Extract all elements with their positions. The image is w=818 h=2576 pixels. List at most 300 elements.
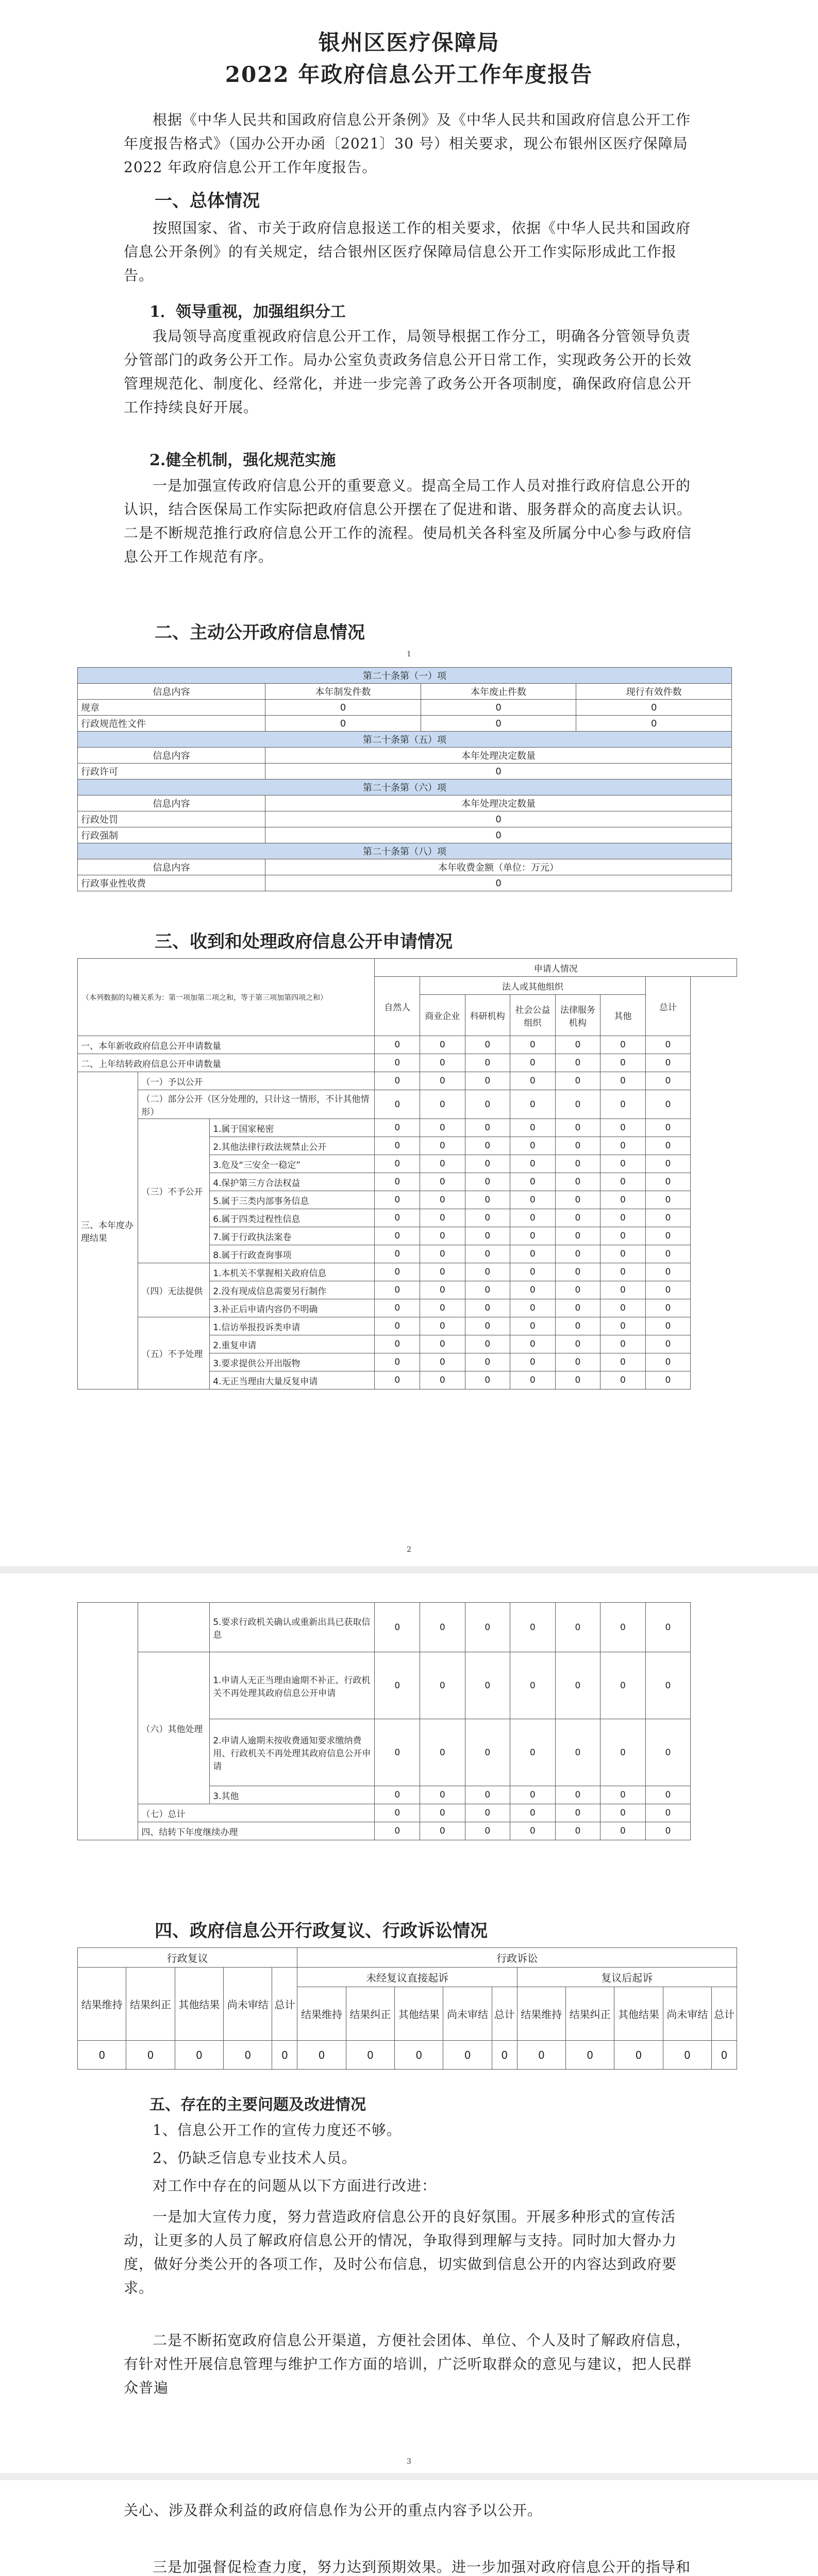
cell-value: 0: [420, 1263, 465, 1281]
cell-value: 0: [465, 1072, 510, 1090]
cell-value: 0: [420, 1281, 465, 1299]
row-label: 行政许可: [78, 764, 265, 779]
cell-value: 0: [645, 1822, 691, 1840]
cell-value: 0: [555, 1209, 600, 1227]
cell-value: 0: [126, 2041, 175, 2070]
cell-value: 0: [645, 1036, 691, 1054]
row-label: 7.属于行政执法案卷: [210, 1227, 375, 1245]
page-number-2: 2: [407, 1546, 411, 1554]
column-header: 其他结果: [175, 1968, 223, 2041]
cell-value: 0: [465, 1227, 510, 1245]
section-5-heading: 五、存在的主要问题及改进情况: [149, 2096, 366, 2114]
cell-value: 0: [420, 1353, 465, 1371]
column-header: 其他: [600, 995, 646, 1036]
cell-value: 0: [421, 700, 576, 716]
cell-value: 0: [375, 1263, 420, 1281]
cell-value: 0: [420, 1209, 465, 1227]
table-row: [78, 764, 732, 779]
row-label: 3.补正后申请内容仍不明确: [210, 1299, 375, 1317]
group-label: （五）不予处理: [138, 1317, 210, 1389]
cell-value: 0: [645, 1335, 691, 1353]
section-5-p2: 2、仍缺乏信息专业技术人员。: [153, 2149, 357, 2166]
cell-value: 0: [555, 1090, 600, 1119]
group-label: （三）不予公开: [138, 1119, 210, 1263]
section-5-p1: 1、信息公开工作的宣传力度还不够。: [153, 2122, 402, 2139]
cell-value: 0: [555, 1173, 600, 1191]
cell-value: 0: [576, 716, 732, 732]
cell-value: 0: [510, 1353, 556, 1371]
cell-value: 0: [555, 1603, 600, 1652]
cell-value: 0: [265, 716, 421, 732]
cell-value: 0: [465, 1263, 510, 1281]
group-label-empty: [78, 1603, 138, 1840]
section-1-sub1-paragraph: 我局领导高度重视政府信息公开工作，局领导根据工作分工，明确各分管领导负责分管部门的政务公开工作。局办公室负责政务信息公开日常工作，实现政务公开的长效管理规范化、制度化、经常化，并进一步完善了政务公开各项制度，确保政府信息公开工作持续良好开展。: [124, 328, 692, 416]
cell-value: 0: [375, 1719, 420, 1786]
page-number-1: 1: [407, 650, 411, 658]
cell-value: 0: [600, 1090, 646, 1119]
row-label: 5.要求行政机关确认或重新出具已获取信息: [210, 1603, 375, 1652]
table-band: 第二十条第（一）项: [78, 668, 732, 684]
cell-value: 0: [375, 1209, 420, 1227]
row-label: 1.属于国家秘密: [210, 1119, 375, 1137]
cell-value: 0: [420, 1245, 465, 1263]
column-header: 商业企业: [420, 995, 465, 1036]
cell-value: 0: [420, 1299, 465, 1317]
row-label: 3.危及“三安全一稳定”: [210, 1155, 375, 1173]
cell-value: 0: [555, 1719, 600, 1786]
cell-value: 0: [645, 1191, 691, 1209]
active-disclosure-table: [77, 667, 732, 891]
cell-value: 0: [555, 1155, 600, 1173]
column-header: 结果维持: [297, 1987, 346, 2041]
group-label-empty: [138, 1603, 210, 1652]
cell-value: 0: [600, 1353, 646, 1371]
page-separator: [0, 2473, 818, 2480]
cell-value: 0: [465, 1335, 510, 1353]
cell-value: 0: [600, 1786, 646, 1804]
row-label: 2.没有现成信息需要另行制作: [210, 1281, 375, 1299]
cell-value: 0: [510, 1335, 556, 1353]
cell-value: 0: [465, 1209, 510, 1227]
cell-value: 0: [510, 1603, 556, 1652]
row-label: 行政事业性收费: [78, 875, 265, 891]
cell-value: 0: [297, 2041, 346, 2070]
cell-value: 0: [375, 1072, 420, 1090]
cell-value: 0: [555, 1036, 600, 1054]
cell-value: 0: [517, 2041, 565, 2070]
cell-value: 0: [645, 1281, 691, 1299]
row-label: 3.要求提供公开出版物: [210, 1353, 375, 1371]
table-row: [78, 875, 732, 891]
column-header: 现行有效件数: [576, 684, 732, 700]
cell-value: 0: [375, 1652, 420, 1719]
column-header: 总计: [712, 1987, 737, 2041]
cell-value: 0: [510, 1719, 556, 1786]
row-label: 2.申请人逾期未按收费通知要求缴纳费用、行政机关不再处理其政府信息公开申请: [210, 1719, 375, 1786]
table-row: [78, 1054, 737, 1072]
cell-value: 0: [645, 1090, 691, 1119]
column-header: 结果纠正: [346, 1987, 394, 2041]
table-header-row: [78, 748, 732, 764]
cell-value: 0: [600, 1036, 646, 1054]
row-label: 3.其他: [210, 1786, 375, 1804]
cell-value: 0: [375, 1191, 420, 1209]
column-header: 尚未审结: [224, 1968, 272, 2041]
cell-value: 0: [375, 1804, 420, 1822]
row-label: 二、上年结转政府信息公开申请数量: [78, 1054, 375, 1072]
cell-value: 0: [645, 1173, 691, 1191]
cell-value: 0: [375, 1090, 420, 1119]
cell-value: 0: [375, 1227, 420, 1245]
cell-value: 0: [555, 1191, 600, 1209]
cell-value: 0: [420, 1804, 465, 1822]
cell-value: 0: [645, 1209, 691, 1227]
column-header: 其他结果: [395, 1987, 443, 2041]
cell-value: 0: [600, 1072, 646, 1090]
column-header: 本年处理决定数量: [265, 795, 732, 811]
natural-person-header: 自然人: [375, 977, 420, 1036]
cell-value: 0: [375, 1281, 420, 1299]
cell-value: 0: [465, 1804, 510, 1822]
cell-value: 0: [645, 1263, 691, 1281]
cell-value: 0: [510, 1173, 556, 1191]
row-label: 1.信访举报投诉类申请: [210, 1317, 375, 1335]
cell-value: 0: [510, 1317, 556, 1335]
cell-value: 0: [465, 1353, 510, 1371]
table-row: [78, 700, 732, 716]
column-header: 尚未审结: [663, 1987, 711, 2041]
row-label: （一）予以公开: [138, 1072, 375, 1090]
cell-value: 0: [510, 1371, 556, 1389]
cell-value: 0: [600, 1281, 646, 1299]
cell-value: 0: [555, 1371, 600, 1389]
column-header: 尚未审结: [443, 1987, 492, 2041]
cell-value: 0: [375, 1786, 420, 1804]
cell-value: 0: [510, 1072, 556, 1090]
table-row: [78, 1090, 737, 1119]
table-row: [78, 1119, 737, 1137]
cell-value: 0: [600, 1054, 646, 1072]
cell-value: 0: [375, 1353, 420, 1371]
section-1-paragraph: 按照国家、省、市关于政府信息报送工作的相关要求，依据《中华人民共和国政府信息公开条例》的有关规定，结合银州区医疗保障局信息公开工作实际形成此工作报告。: [124, 219, 691, 284]
table-band: 第二十条第（五）项: [78, 732, 732, 748]
cell-value: 0: [346, 2041, 394, 2070]
row-label: （七）总计: [138, 1804, 375, 1822]
review-header: 行政复议: [78, 1948, 297, 1968]
table-header-row: [78, 684, 732, 700]
cell-value: 0: [645, 1155, 691, 1173]
cell-value: 0: [375, 1317, 420, 1335]
section-5-p3: 对工作中存在的问题从以下方面进行改进：: [153, 2177, 437, 2194]
cell-value: 0: [375, 1137, 420, 1155]
cell-value: 0: [600, 1299, 646, 1317]
row-label: 1.申请人无正当理由逾期不补正、行政机关不再处理其政府信息公开申请: [210, 1652, 375, 1719]
cell-value: 0: [420, 1822, 465, 1840]
column-header: 结果纠正: [126, 1968, 175, 2041]
cell-value: 0: [465, 1299, 510, 1317]
cell-value: 0: [600, 1263, 646, 1281]
cell-value: 0: [645, 1786, 691, 1804]
cell-value: 0: [375, 1299, 420, 1317]
cell-value: 0: [492, 2041, 517, 2070]
table-corner-note: （本列数据的勾稽关系为：第一项加第二项之和，等于第三项加第四项之和）: [78, 959, 375, 1036]
cell-value: 0: [645, 1245, 691, 1263]
column-header: 信息内容: [78, 795, 265, 811]
column-header: 其他结果: [614, 1987, 663, 2041]
cell-value: 0: [510, 1652, 556, 1719]
table-row: [78, 811, 732, 827]
row-label: 2.重复申请: [210, 1335, 375, 1353]
row-label: 一、本年新收政府信息公开申请数量: [78, 1036, 375, 1054]
not-reviewed-header: 未经复议直接起诉: [297, 1968, 517, 1987]
cell-value: 0: [465, 1786, 510, 1804]
column-header: 法律服务机构: [555, 995, 600, 1036]
cell-value: 0: [465, 1317, 510, 1335]
table-row: [78, 1652, 737, 1719]
column-header: 本年废止件数: [421, 684, 576, 700]
cell-value: 0: [645, 1299, 691, 1317]
document-title-line1: 银州区医疗保障局: [318, 30, 500, 55]
cell-value: 0: [265, 875, 732, 891]
cell-value: 0: [555, 1804, 600, 1822]
table-row: [78, 1822, 737, 1840]
cell-value: 0: [555, 1119, 600, 1137]
cell-value: 0: [600, 1137, 646, 1155]
cell-value: 0: [663, 2041, 711, 2070]
column-header: 社会公益组织: [510, 995, 556, 1036]
cell-value: 0: [600, 1209, 646, 1227]
cell-value: 0: [375, 1245, 420, 1263]
cell-value: 0: [265, 764, 732, 779]
cell-value: 0: [510, 1036, 556, 1054]
cell-value: 0: [555, 1822, 600, 1840]
cell-value: 0: [600, 1173, 646, 1191]
cell-value: 0: [465, 1191, 510, 1209]
cell-value: 0: [555, 1317, 600, 1335]
document-title-line2: 2022 年政府信息公开工作年度报告: [225, 62, 593, 87]
cell-value: 0: [555, 1072, 600, 1090]
cell-value: 0: [510, 1090, 556, 1119]
cell-value: 0: [565, 2041, 614, 2070]
cell-value: 0: [600, 1719, 646, 1786]
cell-value: 0: [465, 1090, 510, 1119]
cell-value: 0: [645, 1804, 691, 1822]
cell-value: 0: [465, 1822, 510, 1840]
cell-value: 0: [600, 1335, 646, 1353]
cell-value: 0: [600, 1245, 646, 1263]
table-row: [78, 1603, 737, 1652]
cell-value: 0: [645, 1054, 691, 1072]
cell-value: 0: [555, 1281, 600, 1299]
cell-value: 0: [645, 1317, 691, 1335]
cell-value: 0: [645, 1603, 691, 1652]
section-1-heading: 一、总体情况: [155, 191, 260, 211]
cell-value: 0: [555, 1652, 600, 1719]
cell-value: 0: [510, 1155, 556, 1173]
cell-value: 0: [420, 1155, 465, 1173]
column-header: 结果维持: [78, 1968, 126, 2041]
table-header-row: [78, 859, 732, 875]
cell-value: 0: [510, 1299, 556, 1317]
row-label: 4.保护第三方合法权益: [210, 1173, 375, 1191]
cell-value: 0: [375, 1603, 420, 1652]
cell-value: 0: [510, 1119, 556, 1137]
cell-value: 0: [645, 1652, 691, 1719]
row-label: 8.属于行政查询事项: [210, 1245, 375, 1263]
cell-value: 0: [510, 1822, 556, 1840]
row-label: （二）部分公开（区分处理的，只计这一情形，不计其他情形）: [138, 1090, 375, 1119]
cell-value: 0: [375, 1371, 420, 1389]
cell-value: 0: [175, 2041, 223, 2070]
row-label: 4.无正当理由大量反复申请: [210, 1371, 375, 1389]
cell-value: 0: [600, 1652, 646, 1719]
row-label: 四、结转下年度继续办理: [138, 1822, 375, 1840]
cell-value: 0: [555, 1137, 600, 1155]
cell-value: 0: [600, 1155, 646, 1173]
application-table-part1: [77, 958, 737, 1389]
cell-value: 0: [420, 1652, 465, 1719]
column-header: 结果纠正: [565, 1987, 614, 2041]
cell-value: 0: [420, 1137, 465, 1155]
cell-value: 0: [420, 1335, 465, 1353]
cell-value: 0: [375, 1054, 420, 1072]
litigation-header: 行政诉讼: [297, 1948, 737, 1968]
cell-value: 0: [420, 1786, 465, 1804]
cell-value: 0: [465, 1119, 510, 1137]
cell-value: 0: [443, 2041, 492, 2070]
table-band: 第二十条第（六）项: [78, 779, 732, 795]
cell-value: 0: [555, 1335, 600, 1353]
cell-value: 0: [465, 1281, 510, 1299]
cell-value: 0: [420, 1719, 465, 1786]
row-label: 规章: [78, 700, 265, 716]
cell-value: 0: [465, 1719, 510, 1786]
intro-paragraph: 根据《中华人民共和国政府信息公开条例》及《中华人民共和国政府信息公开工作年度报告格式》（国办公开办函〔2021〕30 号）相关要求，现公布银州区医疗保障局 2022 年政府信息公开工作年度报告。: [124, 111, 691, 176]
cell-value: 0: [265, 700, 421, 716]
row-label: 5.属于三类内部事务信息: [210, 1191, 375, 1209]
cell-value: 0: [375, 1119, 420, 1137]
cell-value: 0: [614, 2041, 663, 2070]
cell-value: 0: [420, 1119, 465, 1137]
cell-value: 0: [600, 1317, 646, 1335]
cell-value: 0: [555, 1245, 600, 1263]
section-5-p4: 一是加大宣传力度，努力营造政府信息公开的良好氛围。开展多种形式的宣传活动，让更多的人员了解政府信息公开的情况，争取得到理解与支持。同时加大督办力度，做好分类公开的各项工作，及时公布信息，切实做到信息公开的内容达到政府要求。: [124, 2208, 677, 2296]
section-1-sub2-heading: 2.健全机制，强化规范实施: [149, 451, 336, 469]
section-4-heading: 四、政府信息公开行政复议、行政诉讼情况: [155, 1921, 488, 1941]
column-header: 科研机构: [465, 995, 510, 1036]
column-header: 总计: [272, 1968, 297, 2041]
cell-value: 0: [465, 1173, 510, 1191]
cell-value: 0: [375, 1173, 420, 1191]
legal-person-header: 法人或其他组织: [420, 977, 646, 995]
total-header: 总计: [645, 977, 691, 1036]
cell-value: 0: [645, 1119, 691, 1137]
cell-value: 0: [375, 1036, 420, 1054]
column-header: 信息内容: [78, 684, 265, 700]
cell-value: 0: [465, 1245, 510, 1263]
row-label: 2.其他法律行政法规禁止公开: [210, 1137, 375, 1155]
page-separator: [0, 1566, 818, 1573]
cell-value: 0: [600, 1191, 646, 1209]
row-label: 行政规范性文件: [78, 716, 265, 732]
cell-value: 0: [420, 1054, 465, 1072]
column-header: 本年制发件数: [265, 684, 421, 700]
column-header: 信息内容: [78, 748, 265, 764]
cell-value: 0: [510, 1786, 556, 1804]
cell-value: 0: [555, 1353, 600, 1371]
table-row: [78, 1072, 737, 1090]
cell-value: 0: [420, 1072, 465, 1090]
cell-value: 0: [600, 1603, 646, 1652]
cell-value: 0: [555, 1054, 600, 1072]
cell-value: 0: [510, 1191, 556, 1209]
cell-value: 0: [265, 827, 732, 843]
cell-value: 0: [645, 1353, 691, 1371]
section-2-heading: 二、主动公开政府信息情况: [155, 622, 365, 643]
cell-value: 0: [465, 1054, 510, 1072]
group-label: （四）无法提供: [138, 1263, 210, 1317]
cell-value: 0: [420, 1317, 465, 1335]
column-header: 总计: [492, 1987, 517, 2041]
cell-value: 0: [510, 1054, 556, 1072]
group-label: （六）其他处理: [138, 1652, 210, 1804]
cell-value: 0: [465, 1371, 510, 1389]
section-5-p5b: 关心、涉及群众利益的政府信息作为公开的重点内容予以公开。: [124, 2502, 543, 2519]
review-litigation-table: [77, 1947, 737, 2070]
page-number-3: 3: [407, 2458, 411, 2466]
cell-value: 0: [555, 1227, 600, 1245]
cell-value: 0: [555, 1299, 600, 1317]
cell-value: 0: [510, 1804, 556, 1822]
section-5-p6: 三是加强督促检查力度，努力达到预期效果。进一步加强对政府信息公开的指导和: [153, 2558, 691, 2575]
cell-value: 0: [272, 2041, 297, 2070]
table-row: [78, 1317, 737, 1335]
cell-value: 0: [465, 1137, 510, 1155]
cell-value: 0: [600, 1119, 646, 1137]
cell-value: 0: [420, 1036, 465, 1054]
cell-value: 0: [510, 1137, 556, 1155]
cell-value: 0: [395, 2041, 443, 2070]
table-row: [78, 2041, 737, 2070]
applicant-header: 申请人情况: [375, 959, 737, 977]
cell-value: 0: [555, 1786, 600, 1804]
cell-value: 0: [375, 1335, 420, 1353]
cell-value: 0: [465, 1652, 510, 1719]
cell-value: 0: [375, 1822, 420, 1840]
table-band: 第二十条第（八）项: [78, 843, 732, 859]
cell-value: 0: [645, 1371, 691, 1389]
section-5-p5a: 二是不断拓宽政府信息公开渠道，方便社会团体、单位、个人及时了解政府信息，有针对性开展信息管理与维护工作方面的培训，广泛听取群众的意见与建议，把人民群众普遍: [124, 2332, 692, 2396]
row-label: 1.本机关不掌握相关政府信息: [210, 1263, 375, 1281]
cell-value: 0: [600, 1822, 646, 1840]
section-1-sub2-paragraph: 一是加强宣传政府信息公开的重要意义。提高全局工作人员对推行政府信息公开的认识，结合医保局工作实际把政府信息公开摆在了促进和谐、服务群众的高度去认识。二是不断规范推行政府信息公开工作的流程。使局机关各科室及所属分中心参与政府信息公开工作规范有序。: [124, 477, 692, 565]
column-header: 本年收费金额（单位：万元）: [265, 859, 732, 875]
cell-value: 0: [576, 700, 732, 716]
cell-value: 0: [78, 2041, 126, 2070]
cell-value: 0: [510, 1227, 556, 1245]
cell-value: 0: [600, 1804, 646, 1822]
cell-value: 0: [645, 1072, 691, 1090]
cell-value: 0: [421, 716, 576, 732]
column-header: 结果维持: [517, 1987, 565, 2041]
application-table-part2: [77, 1602, 737, 1840]
cell-value: 0: [420, 1191, 465, 1209]
table-row: [78, 827, 732, 843]
cell-value: 0: [420, 1173, 465, 1191]
row-label: 行政强制: [78, 827, 265, 843]
cell-value: 0: [600, 1371, 646, 1389]
cell-value: 0: [712, 2041, 737, 2070]
